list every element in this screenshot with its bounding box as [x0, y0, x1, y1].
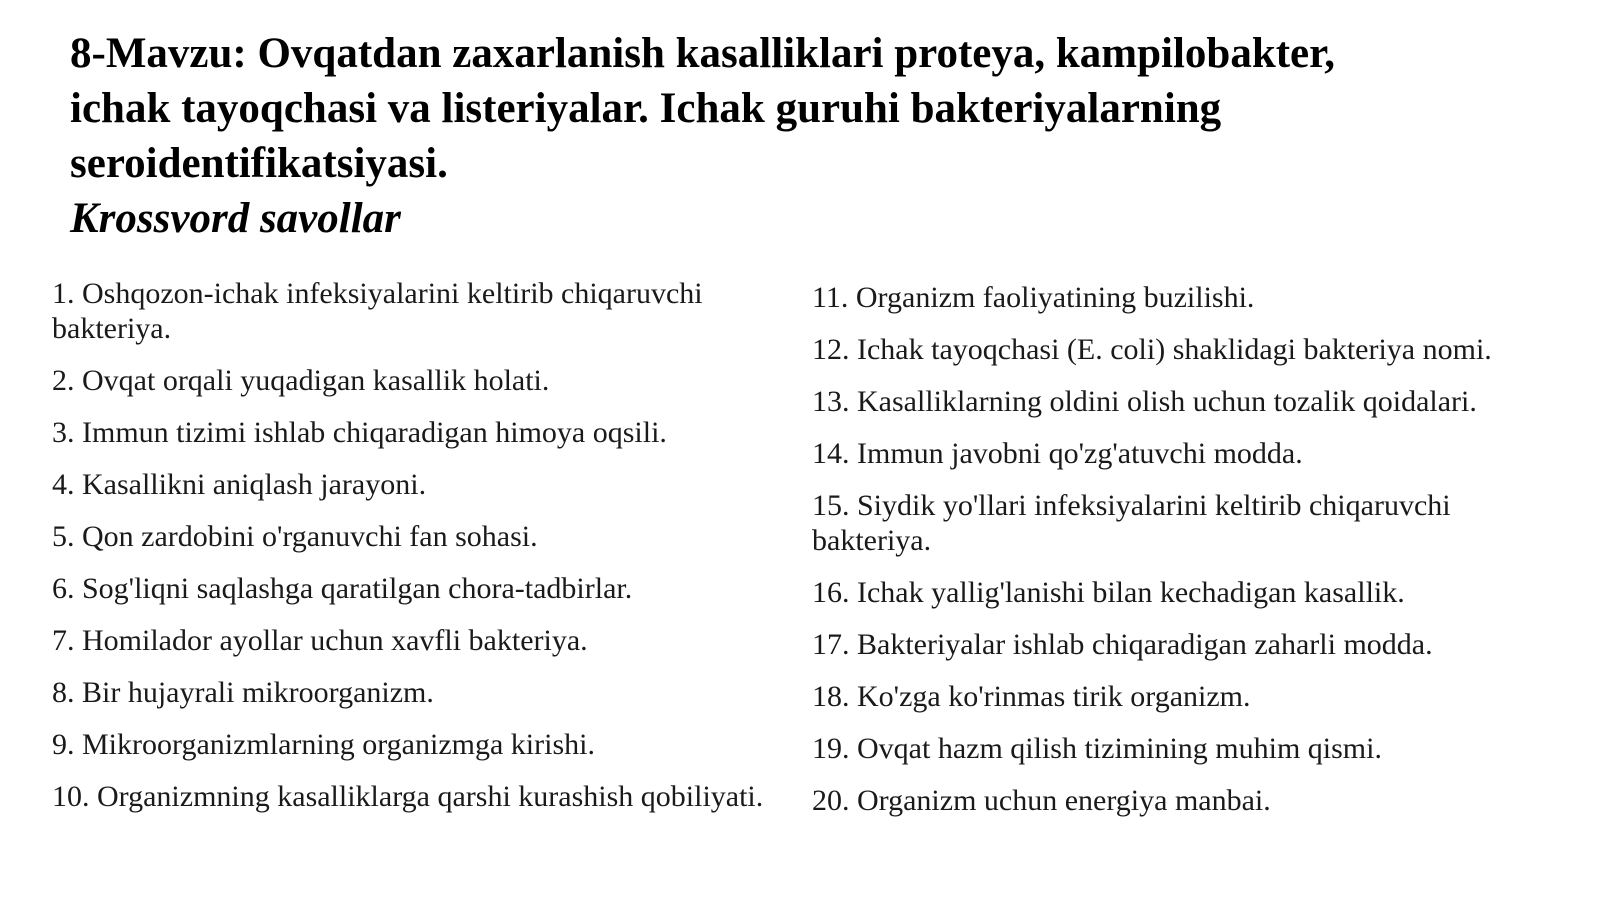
questions-left-column	[52, 276, 792, 831]
question-item: 13. Kasalliklarning oldini olish uchun tozalik qoidalari.	[812, 385, 1477, 418]
title-line-3: seroidentifikatsiyasi.	[70, 140, 448, 187]
question-item: 8. Bir hujayrali mikroorganizm.	[52, 676, 434, 709]
page-title	[70, 26, 1550, 246]
question-item: 7. Homilador ayollar uchun xavfli bakteriya.	[52, 624, 588, 657]
question-item: 2. Ovqat orqali yuqadigan kasallik holati.	[52, 364, 550, 397]
question-item: 10. Organizmning kasalliklarga qarshi kurashish qobiliyati.	[52, 780, 764, 813]
question-item: 17. Bakteriyalar ishlab chiqaradigan zaharli modda.	[812, 628, 1433, 661]
title-line-2: ichak tayoqchasi va listeriyalar. Ichak guruhi bakteriyalarning	[70, 85, 1222, 132]
question-item: 9. Mikroorganizmlarning organizmga kirishi.	[52, 728, 595, 761]
question-item: 5. Qon zardobini o'rganuvchi fan sohasi.	[52, 520, 538, 553]
question-item: 15. Siydik yo'llari infeksiyalarini keltirib chiqaruvchi bakteriya.	[812, 489, 1451, 557]
title-line-1: 8-Mavzu: Ovqatdan zaxarlanish kasalliklari proteya, kampilobakter,	[70, 30, 1336, 77]
question-item: 11. Organizm faoliyatining buzilishi.	[812, 281, 1255, 314]
question-item: 19. Ovqat hazm qilish tizimining muhim qismi.	[812, 732, 1382, 765]
subtitle: Krossvord savollar	[70, 195, 401, 242]
question-item: 3. Immun tizimi ishlab chiqaradigan himoya oqsili.	[52, 416, 667, 449]
question-item: 18. Ko'zga ko'rinmas tirik organizm.	[812, 680, 1251, 713]
question-item: 14. Immun javobni qo'zg'atuvchi modda.	[812, 437, 1303, 470]
question-item: 12. Ichak tayoqchasi (E. coli) shaklidagi bakteriya nomi.	[812, 333, 1492, 366]
question-item: 16. Ichak yallig'lanishi bilan kechadigan kasallik.	[812, 576, 1405, 609]
question-item: 20. Organizm uchun energiya manbai.	[812, 784, 1271, 817]
question-item: 6. Sog'liqni saqlashga qaratilgan chora-tadbirlar.	[52, 572, 633, 605]
questions-right-column	[812, 280, 1572, 835]
question-item: 4. Kasallikni aniqlash jarayoni.	[52, 468, 427, 501]
question-item: 1. Oshqozon-ichak infeksiyalarini keltirib chiqaruvchi bakteriya.	[52, 277, 703, 345]
